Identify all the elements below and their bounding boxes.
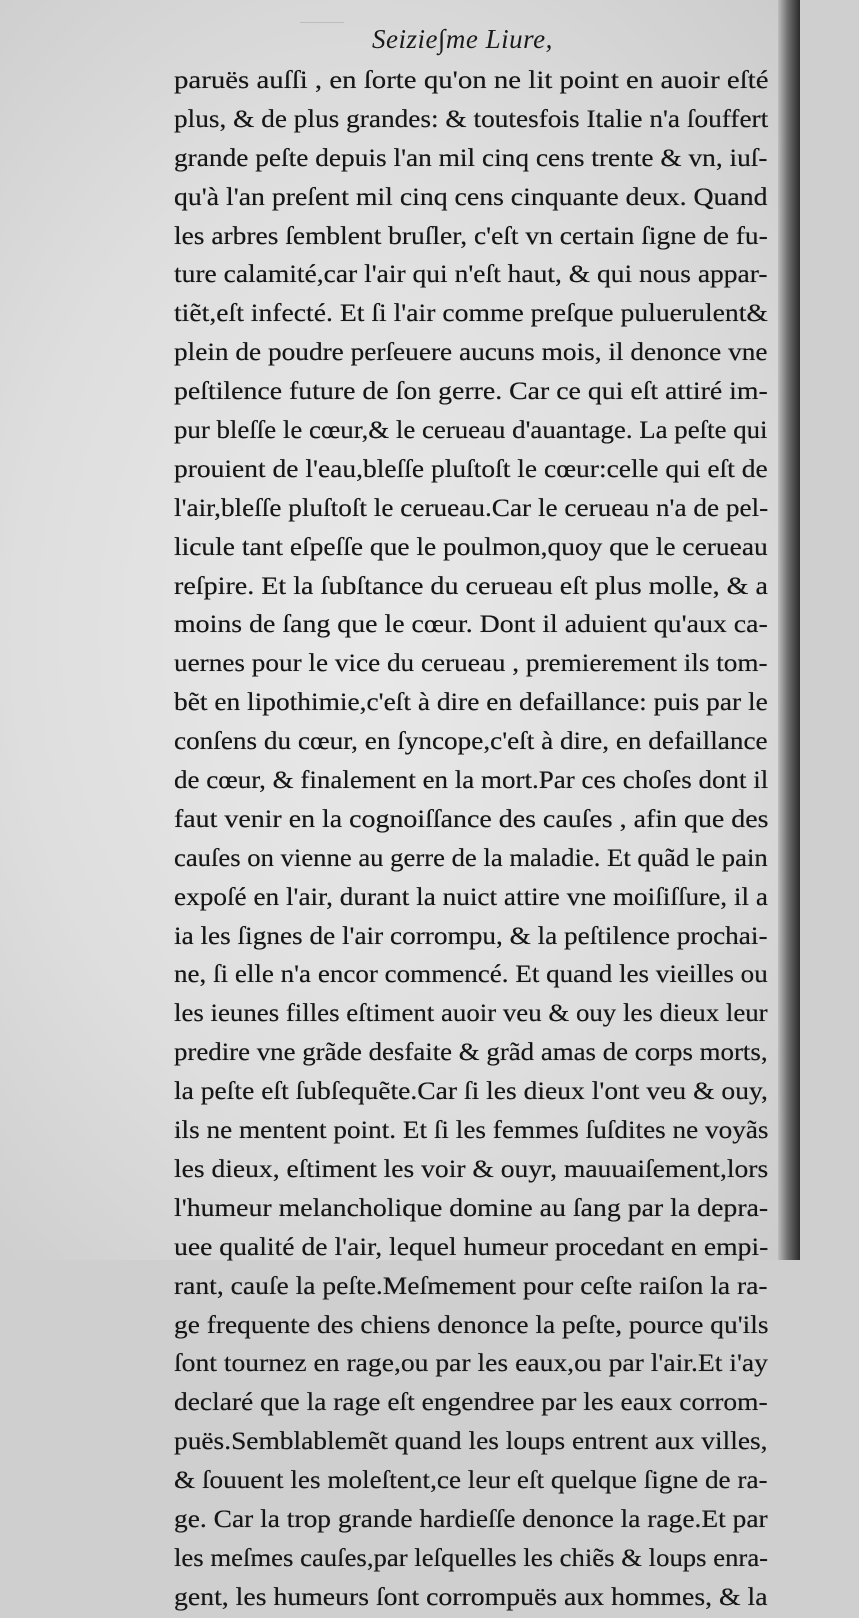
text-line: prouient de l'eau,bleſſe pluſtoſt le cœur:celle qui eſt de — [174, 455, 768, 483]
text-line: faut venir en la cognoiſſance des cauſes , afin que des — [174, 805, 769, 833]
text-line: paruës auſſi , en ſorte qu'on ne lit point en auoir eſté — [174, 67, 769, 94]
text-line: expoſé en l'air, durant la nuict attire vne moiſiſſure, il a — [174, 883, 768, 911]
text-line: les meſmes cauſes,par leſquelles les chiẽs & loups enra- — [174, 1544, 769, 1572]
text-line: uee qualité de l'air, lequel humeur procedant en empi- — [174, 1233, 769, 1261]
text-line: ſont tournez en rage,ou par les eaux,ou par l'air.Et i'ay — [174, 1350, 768, 1378]
text-line: gent, les humeurs ſont corrompuës aux hommes, & la — [174, 1583, 768, 1611]
text-line: puës.Semblablemẽt quand les loups entrent aux villes, — [174, 1428, 768, 1456]
text-line: licule tant eſpeſſe que le poulmon,quoy que le cerueau — [174, 533, 768, 561]
text-line: predire vne grãde desfaite & grãd amas de corps morts, — [174, 1039, 768, 1067]
text-line: qu'à l'an preſent mil cinq cens cinquante deux. Quand — [174, 183, 768, 211]
text-line: grande peſte depuis l'an mil cinq cens trente & vn, iuſ- — [174, 144, 768, 172]
text-line: rant, cauſe la peſte.Meſmement pour ceſte raiſon la ra- — [174, 1272, 768, 1300]
text-line: plein de poudre perſeuere aucuns mois, il denonce vne — [174, 339, 768, 367]
text-line: ne, ſi elle n'a encor commencé. Et quand les vieilles ou — [174, 961, 768, 989]
text-line: ge frequente des chiens denonce la peſte, pource qu'ils — [174, 1311, 769, 1339]
text-line: plus, & de plus grandes: & toutesfois Italie n'a ſouffert — [174, 105, 769, 133]
text-line: ia les ſignes de l'air corrompu, & la peſtilence prochai- — [174, 922, 768, 950]
text-line: ils ne mentent point. Et ſi les femmes ſuſdites ne voyãs — [174, 1117, 769, 1145]
page-number-trace — [300, 22, 344, 37]
text-line: pur bleſſe le cœur,& le cerueau d'auantage. La peſte qui — [174, 417, 768, 445]
text-line: les arbres ſemblent bruſler, c'eſt vn certain ſigne de fu- — [174, 222, 768, 250]
text-line: les ieunes filles eſtiment auoir veu & ouy les dieux leur — [174, 1000, 768, 1028]
running-head: Seizie∫me Liure, — [372, 24, 553, 54]
text-line: uernes pour le vice du cerueau , premierement ils tom- — [174, 650, 768, 678]
text-line: ture calamité,car l'air qui n'eſt haut, & qui nous appar- — [174, 261, 768, 289]
text-line: tiẽt,eſt infecté. Et ſi l'air comme preſque puluerulent& — [174, 300, 768, 328]
text-line: cauſes on vienne au gerre de la maladie. Et quãd le pain — [174, 844, 768, 872]
body-text — [174, 62, 768, 1618]
text-line: conſens du cœur, en ſyncope,c'eſt à dire, en defaillance — [174, 728, 768, 756]
text-line: moins de ſang que le cœur. Dont il aduient qu'aux ca- — [174, 611, 768, 639]
text-line: ge. Car la trop grande hardieſſe denonce la rage.Et par — [174, 1505, 768, 1533]
text-line: l'air,bleſſe pluſtoſt le cerueau.Car le cerueau n'a de pel- — [174, 494, 769, 522]
text-line: l'humeur melancholique domine au ſang par la depra- — [174, 1194, 769, 1222]
text-line: declaré que la rage eſt engendree par les eaux corrom- — [174, 1389, 768, 1417]
text-line: de cœur, & finalement en la mort.Par ces choſes dont il — [174, 767, 769, 795]
text-line: les dieux, eſtiment les voir & ouyr, mauuaiſement,lors — [174, 1155, 769, 1183]
text-line: bẽt en lipothimie,c'eſt à dire en defaillance: puis par le — [174, 689, 768, 717]
text-line: reſpire. Et la ſubſtance du cerueau eſt plus molle, & a — [174, 572, 768, 600]
text-line: la peſte eſt ſubſequẽte.Car ſi les dieux l'ont veu & ouy, — [174, 1078, 768, 1106]
text-line: peſtilence future de ſon gerre. Car ce qui eſt attiré im- — [174, 378, 768, 406]
text-line: & ſouuent les moleſtent,ce leur eſt quelque ſigne de ra- — [174, 1467, 768, 1495]
